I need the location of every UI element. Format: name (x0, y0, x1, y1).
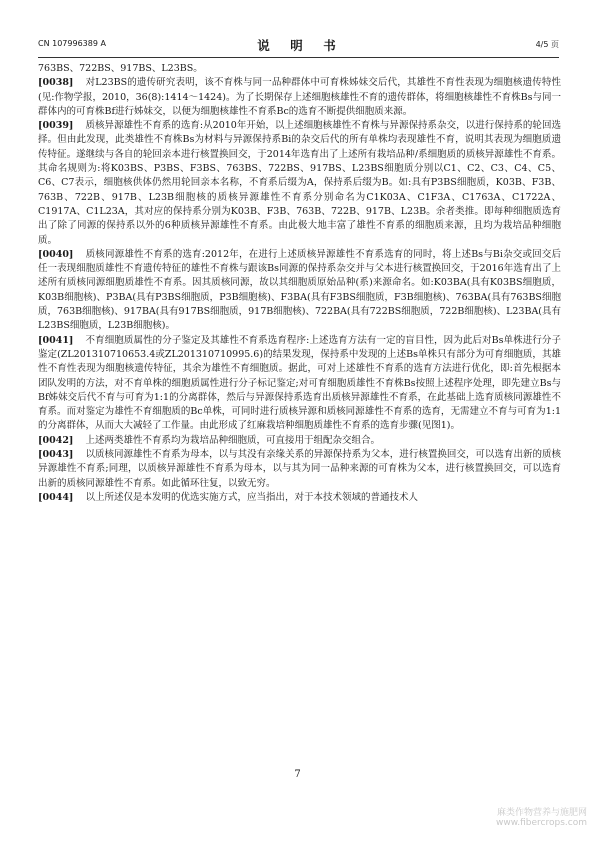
page-indicator: 4/5 页 (535, 40, 559, 49)
document-title: 说 明 书 (257, 38, 340, 53)
paragraph-number: [0043] (38, 449, 74, 461)
paragraph-text: 以质核同源雄性不育系为母本，以与其没有亲缘关系的异源保持系为父本，进行核置换回交，可以选育出新的质核异源雄性不育系;同理，以质核异源雄性不育系为母本，以与其为同一品种来源的可育株为父本，进行核置换回交，可以选育出新的质核同源雄性不育系。如此循环往复，以致无穷。 (38, 449, 561, 489)
paragraph-text: 对L23BS的遗传研究表明，该不育株与同一品种群体中可育株姊妹交后代，其雄性不育性表现为细胞核遗传特性(见:作物学报，2010，36(8):1414～1424)。为了长期保存上述细胞核雄性不育的遗传群体，将细胞核雄性不育株Bs与同一群体内的可育株Bf进行姊妹交，以便为细胞核雄性不育系Bc的选育不断提供细胞质来源。 (38, 77, 561, 117)
paragraph-text: 质核异源雄性不育系的选育:从2010年开始，以上述细胞核雄性不育株与异源保持系杂交，以进行保持系的轮回选择。但由此发现，此类雄性不育株Bs为材料与异源保持系Bi的杂交后代的所有单株均表现雄性不育，说明其表现为细胞质遗传特征。遂继续与各自的轮回亲本进行核置换回交，于2014年选育出了上述所有栽培品种/系细胞质的质核异源雄性不育系。其命名规则为:将K03BS、P3BS、F3BS、763BS、722BS、917BS、L23BS细胞质分别以C1、C2、C3、C4、C5、C6、C7表示，细胞核供体仍然用轮回亲本名称，不育系后缀为A，保持系后缀为B。如:具有P3BS细胞质，K03B、F3B、763B、722B、917B、L23B细胞核的质核异源雄性不育系分别命名为C1K03A、C1F3A、C1763A、C1722A、C1917A、C1L23A，其对应的保持系分别为K03B、F3B、763B、722B、917B、L23B。余者类推。即每种细胞质选育出了除了同源的保持系以外的6种质核异源雄性不育系。由此极大地丰富了雄性不育系的细胞质来源，且均为栽培品种细胞质。 (38, 120, 561, 246)
header-rule (38, 57, 559, 58)
watermark-text: 麻类作物营养与施肥网 (496, 808, 587, 818)
page-header (38, 36, 559, 54)
paragraph-text: 以上所述仅是本发明的优选实施方式，应当指出，对于本技术领域的普通技术人 (85, 491, 418, 503)
paragraph-number: [0040] (38, 248, 74, 260)
paragraph-0042 (38, 434, 561, 448)
page-number: 7 (294, 769, 301, 780)
paragraph-0040 (38, 248, 561, 334)
paragraph-continuation (38, 62, 561, 76)
watermark-url: www.fibercrops.com (496, 818, 587, 828)
paragraph-number: [0042] (38, 434, 74, 446)
document-body (38, 62, 561, 505)
paragraph-0043 (38, 448, 561, 491)
paragraph-0041 (38, 334, 561, 434)
paragraph-number: [0038] (38, 77, 74, 89)
paragraph-0039 (38, 119, 561, 248)
paragraph-0038 (38, 76, 561, 119)
paragraph-number: [0039] (38, 120, 74, 132)
paragraph-text: 上述两类雄性不育系均为栽培品种细胞质，可直接用于组配杂交组合。 (85, 434, 380, 446)
paragraph-text: 质核同源雄性不育系的选育:2012年，在进行上述质核异源雄性不育系选育的同时，将上述Bs与Bi杂交或回交后任一表现细胞质雄性不育遗传特征的雄性不育株与跟该Bs同源的保持系杂交并与父本进行核置换回交，于2016年选育出了上述所有质核同源细胞质雄性不育系。因其质核同源，故以其细胞质原始品种(系)来源命名。如:K03BA(具有K03BS细胞质，K03B细胞核)、P3BA(具有P3BS细胞质，P3B细胞核)、F3BA(具有F3BS细胞质，F3B细胞核)、763BA(具有763BS细胞质，763B细胞核)、917BA(具有917BS细胞质，917B细胞核)、722BA(具有722BS细胞质，722B细胞核)、L23BA(具有L23BS细胞质，L23B细胞核)。 (38, 248, 562, 332)
patent-number: CN 107996389 A (38, 39, 106, 48)
paragraph-text: 不育细胞质属性的分子鉴定及其雄性不育系选育程序:上述选育方法有一定的盲目性，因为此后对Bs单株进行分子鉴定(ZL201310710653.4或ZL201310710995.6)的结果发现，保持系中发现的上述Bs单株只有部分为可育细胞质，其雄性不育性表现为细胞核遗传特征，其余为雄性不育细胞质。据此，可对上述雄性不育系的选育方法进行优化，即:首先根据本团队发明的方法，对不育单株的细胞质属性进行分子标记鉴定;对可育细胞质雄性不育株Bs按照上述程序处理，即先建立Bs与Bf姊妹交后代不育与可育为1:1的分离群体，然后与异源保持系选育出质核异源雄性不育系，在此基础上选育质核同源雄性不育系。而对鉴定为雄性不育细胞质的Bc单株，可同时进行质核异源和质核同源雄性不育系的选育，无需建立不育与可育为1:1的分离群体，从而大大减轻了工作量。由此形成了红麻栽培种细胞质雄性不育系的选育步骤(见图1)。 (38, 334, 561, 432)
paragraph-0044 (38, 491, 561, 505)
paragraph-number: [0041] (38, 334, 74, 346)
paragraph-text: 763BS、722BS、917BS、L23BS。 (38, 63, 203, 74)
paragraph-number: [0044] (38, 491, 74, 503)
